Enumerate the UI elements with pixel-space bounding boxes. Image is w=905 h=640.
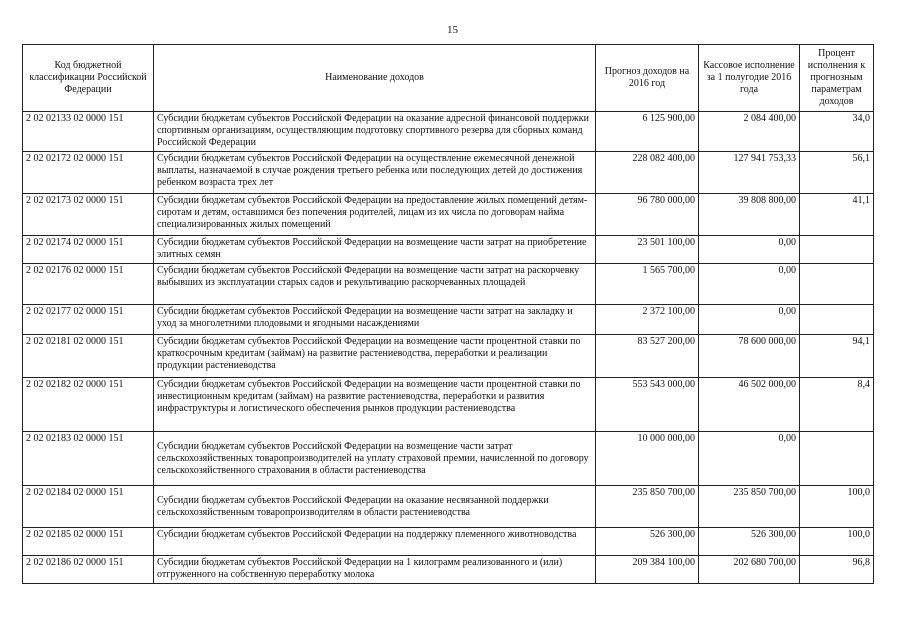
table-row xyxy=(23,335,874,378)
row-name: Субсидии бюджетам субъектов Российской Федерации на возмещение части процентной ставки по краткосрочным кредитам (займам) на развитие растениеводства, переработки и реализации продукции растениеводства xyxy=(154,335,596,378)
row-percent xyxy=(800,264,874,305)
row-execution: 0,00 xyxy=(699,264,800,305)
row-name: Субсидии бюджетам субъектов Российской Федерации на поддержку племенного животноводства xyxy=(154,528,596,556)
row-percent: 100,0 xyxy=(800,528,874,556)
row-name: Субсидии бюджетам субъектов Российской Федерации на возмещение части затрат на приобретение элитных семян xyxy=(154,236,596,264)
row-percent: 56,1 xyxy=(800,152,874,194)
row-code: 2 02 02185 02 0000 151 xyxy=(23,528,154,556)
row-forecast: 235 850 700,00 xyxy=(596,486,699,528)
table-row xyxy=(23,152,874,194)
row-name: Субсидии бюджетам субъектов Российской Федерации на возмещение части затрат на закладку и уход за многолетними плодовыми и ягодными насаждениями xyxy=(154,305,596,335)
header-forecast: Прогноз доходов на 2016 год xyxy=(596,45,699,112)
row-percent: 8,4 xyxy=(800,378,874,432)
row-percent xyxy=(800,305,874,335)
row-code: 2 02 02184 02 0000 151 xyxy=(23,486,154,528)
row-execution: 2 084 400,00 xyxy=(699,112,800,152)
row-code: 2 02 02172 02 0000 151 xyxy=(23,152,154,194)
row-percent: 94,1 xyxy=(800,335,874,378)
row-execution: 235 850 700,00 xyxy=(699,486,800,528)
row-percent: 100,0 xyxy=(800,486,874,528)
row-name: Субсидии бюджетам субъектов Российской Федерации на 1 килограмм реализованного и (или) отгруженного на собственную переработку молока xyxy=(154,556,596,584)
row-code: 2 02 02133 02 0000 151 xyxy=(23,112,154,152)
row-name: Субсидии бюджетам субъектов Российской Федерации на предоставление жилых помещений детям-сиротам и детям, оставшимся без попечения родителей, лицам из их числа по договорам найма специализированных жилых помещений xyxy=(154,194,596,236)
table-row xyxy=(23,236,874,264)
row-percent xyxy=(800,236,874,264)
row-execution: 0,00 xyxy=(699,432,800,486)
header-row xyxy=(23,45,874,112)
row-name: Субсидии бюджетам субъектов Российской Федерации на оказание несвязанной поддержки сельскохозяйственным товаропроизводителям в области растениеводства xyxy=(154,486,596,528)
header-percent: Процент исполнения к прогнозным параметрам доходов xyxy=(800,45,874,112)
row-execution: 202 680 700,00 xyxy=(699,556,800,584)
row-forecast: 1 565 700,00 xyxy=(596,264,699,305)
row-execution: 0,00 xyxy=(699,305,800,335)
table-row xyxy=(23,305,874,335)
header-name: Наименование доходов xyxy=(154,45,596,112)
row-forecast: 209 384 100,00 xyxy=(596,556,699,584)
revenue-table xyxy=(22,44,874,584)
row-forecast: 83 527 200,00 xyxy=(596,335,699,378)
row-forecast: 228 082 400,00 xyxy=(596,152,699,194)
row-code: 2 02 02174 02 0000 151 xyxy=(23,236,154,264)
table-row xyxy=(23,264,874,305)
table-row xyxy=(23,432,874,486)
row-execution: 0,00 xyxy=(699,236,800,264)
table-row xyxy=(23,112,874,152)
row-code: 2 02 02173 02 0000 151 xyxy=(23,194,154,236)
header-execution: Кассовое исполнение за 1 полугодие 2016 года xyxy=(699,45,800,112)
row-name: Субсидии бюджетам субъектов Российской Федерации на возмещение части затрат сельскохозяйственных товаропроизводителей на уплату страховой премии, начисленной по договору сельскохозяйственного страхования в области растениеводства xyxy=(154,432,596,486)
header-code: Код бюджетной классификации Российской Федерации xyxy=(23,45,154,112)
row-forecast: 526 300,00 xyxy=(596,528,699,556)
row-forecast: 10 000 000,00 xyxy=(596,432,699,486)
table-row xyxy=(23,528,874,556)
row-percent: 41,1 xyxy=(800,194,874,236)
row-name: Субсидии бюджетам субъектов Российской Федерации на осуществление ежемесячной денежной выплаты, назначаемой в случае рождения третьего ребенка или последующих детей до достижения ребенком возраста трех лет xyxy=(154,152,596,194)
table-row xyxy=(23,486,874,528)
row-percent: 34,0 xyxy=(800,112,874,152)
table-row xyxy=(23,556,874,584)
row-execution: 39 808 800,00 xyxy=(699,194,800,236)
row-code: 2 02 02181 02 0000 151 xyxy=(23,335,154,378)
row-code: 2 02 02183 02 0000 151 xyxy=(23,432,154,486)
row-code: 2 02 02182 02 0000 151 xyxy=(23,378,154,432)
table-row xyxy=(23,194,874,236)
row-code: 2 02 02186 02 0000 151 xyxy=(23,556,154,584)
row-percent xyxy=(800,432,874,486)
page-number: 15 xyxy=(447,24,458,36)
row-forecast: 23 501 100,00 xyxy=(596,236,699,264)
row-forecast: 2 372 100,00 xyxy=(596,305,699,335)
row-code: 2 02 02177 02 0000 151 xyxy=(23,305,154,335)
row-forecast: 96 780 000,00 xyxy=(596,194,699,236)
row-forecast: 6 125 900,00 xyxy=(596,112,699,152)
row-name: Субсидии бюджетам субъектов Российской Федерации на возмещение части затрат на раскорчевку выбывших из эксплуатации старых садов и рекультивацию раскорчеванных площадей xyxy=(154,264,596,305)
row-name: Субсидии бюджетам субъектов Российской Федерации на оказание адресной финансовой поддержки спортивным организациям, осуществляющим подготовку спортивного резерва для сборных команд Российской Федерации xyxy=(154,112,596,152)
row-percent: 96,8 xyxy=(800,556,874,584)
row-execution: 78 600 000,00 xyxy=(699,335,800,378)
row-name: Субсидии бюджетам субъектов Российской Федерации на возмещение части процентной ставки по инвестиционным кредитам (займам) на развитие растениеводства, переработки и развития инфраструктуры и логистического обеспечения рынков продукции растениеводства xyxy=(154,378,596,432)
row-code: 2 02 02176 02 0000 151 xyxy=(23,264,154,305)
row-execution: 526 300,00 xyxy=(699,528,800,556)
table-row xyxy=(23,378,874,432)
row-forecast: 553 543 000,00 xyxy=(596,378,699,432)
row-execution: 46 502 000,00 xyxy=(699,378,800,432)
row-execution: 127 941 753,33 xyxy=(699,152,800,194)
